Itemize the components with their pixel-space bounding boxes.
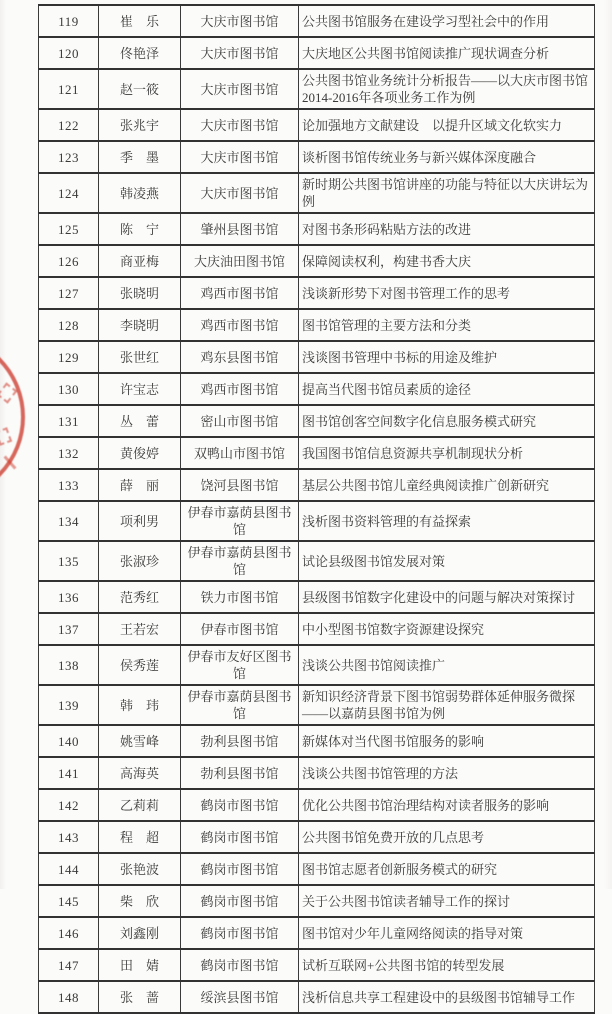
table-row bbox=[39, 613, 595, 645]
library-name-cell: 大庆油田图书馆 bbox=[181, 245, 299, 277]
paper-title-cell: 新知识经济背景下图书馆弱势群体延伸服务微探——以嘉荫县图书馆为例 bbox=[299, 685, 595, 725]
entry-number-cell: 140 bbox=[39, 725, 99, 757]
seal-character-mark-icon bbox=[0, 427, 12, 446]
table-row bbox=[39, 853, 595, 885]
author-name-cell: 姚雪峰 bbox=[99, 725, 181, 757]
author-name-cell: 范秀红 bbox=[99, 581, 181, 613]
entry-number-cell: 127 bbox=[39, 277, 99, 309]
author-name-cell: 许宝志 bbox=[99, 373, 181, 405]
author-name-cell: 张淑珍 bbox=[99, 541, 181, 581]
paper-title-cell: 浅谈新形势下对图书管理工作的思考 bbox=[299, 277, 595, 309]
paper-title-cell: 浅谈公共图书馆阅读推广 bbox=[299, 645, 595, 685]
paper-title-cell: 对图书条形码粘贴方法的改进 bbox=[299, 213, 595, 245]
entry-number-cell: 135 bbox=[39, 541, 99, 581]
paper-title-cell: 图书馆志愿者创新服务模式的研究 bbox=[299, 853, 595, 885]
entry-number-cell: 146 bbox=[39, 917, 99, 949]
table-row bbox=[39, 981, 595, 1013]
library-name-cell: 大庆市图书馆 bbox=[181, 37, 299, 69]
author-name-cell: 韩 玮 bbox=[99, 685, 181, 725]
entry-number-cell: 141 bbox=[39, 757, 99, 789]
library-name-cell: 大庆市图书馆 bbox=[181, 5, 299, 37]
entry-number-cell: 121 bbox=[39, 69, 99, 109]
table-row bbox=[39, 581, 595, 613]
library-name-cell: 鹤岗市图书馆 bbox=[181, 885, 299, 917]
paper-title-cell: 谈析图书馆传统业务与新兴媒体深度融合 bbox=[299, 141, 595, 173]
entry-number-cell: 123 bbox=[39, 141, 99, 173]
author-name-cell: 李晓明 bbox=[99, 309, 181, 341]
table-row bbox=[39, 917, 595, 949]
author-name-cell: 张兆宇 bbox=[99, 109, 181, 141]
library-name-cell: 鸡东县图书馆 bbox=[181, 341, 299, 373]
paper-title-cell: 新媒体对当代图书馆服务的影响 bbox=[299, 725, 595, 757]
entry-number-cell: 144 bbox=[39, 853, 99, 885]
entry-number-cell: 138 bbox=[39, 645, 99, 685]
library-name-cell: 伊春市嘉荫县图书馆 bbox=[181, 501, 299, 541]
library-name-cell: 绥滨县图书馆 bbox=[181, 981, 299, 1013]
entry-number-cell: 130 bbox=[39, 373, 99, 405]
paper-title-cell: 我国图书馆信息资源共享机制现状分析 bbox=[299, 437, 595, 469]
author-name-cell: 田 婧 bbox=[99, 949, 181, 981]
table-row bbox=[39, 245, 595, 277]
paper-title-cell: 试析互联网+公共图书馆的转型发展 bbox=[299, 949, 595, 981]
paper-title-cell: 图书馆创客空间数字化信息服务模式研究 bbox=[299, 405, 595, 437]
library-name-cell: 鸡西市图书馆 bbox=[181, 373, 299, 405]
author-name-cell: 王若宏 bbox=[99, 613, 181, 645]
library-name-cell: 大庆市图书馆 bbox=[181, 109, 299, 141]
library-name-cell: 鹤岗市图书馆 bbox=[181, 789, 299, 821]
table-row bbox=[39, 373, 595, 405]
table-row bbox=[39, 789, 595, 821]
entry-number-cell: 132 bbox=[39, 437, 99, 469]
table-row bbox=[39, 69, 595, 109]
author-name-cell: 崔 乐 bbox=[99, 5, 181, 37]
table-row bbox=[39, 821, 595, 853]
entry-number-cell: 125 bbox=[39, 213, 99, 245]
seal-stroke-icon bbox=[4, 456, 17, 470]
author-name-cell: 商亚梅 bbox=[99, 245, 181, 277]
table-row bbox=[39, 141, 595, 173]
entry-number-cell: 128 bbox=[39, 309, 99, 341]
author-name-cell: 柴 欣 bbox=[99, 885, 181, 917]
author-name-cell: 黄俊婷 bbox=[99, 437, 181, 469]
table-row bbox=[39, 341, 595, 373]
author-name-cell: 张世红 bbox=[99, 341, 181, 373]
paper-title-cell: 大庆地区公共图书馆阅读推广现状调查分析 bbox=[299, 37, 595, 69]
author-name-cell: 程 超 bbox=[99, 821, 181, 853]
library-name-cell: 鹤岗市图书馆 bbox=[181, 949, 299, 981]
entry-number-cell: 131 bbox=[39, 405, 99, 437]
entry-number-cell: 129 bbox=[39, 341, 99, 373]
author-name-cell: 项利男 bbox=[99, 501, 181, 541]
library-name-cell: 伊春市图书馆 bbox=[181, 613, 299, 645]
seal-character-mark-icon bbox=[0, 382, 17, 403]
library-name-cell: 勃利县图书馆 bbox=[181, 757, 299, 789]
paper-title-cell: 浅谈图书管理中书标的用途及维护 bbox=[299, 341, 595, 373]
author-name-cell: 张晓明 bbox=[99, 277, 181, 309]
table-row bbox=[39, 37, 595, 69]
library-name-cell: 大庆市图书馆 bbox=[181, 173, 299, 213]
library-name-cell: 鸡西市图书馆 bbox=[181, 277, 299, 309]
library-name-cell: 伊春市嘉荫县图书馆 bbox=[181, 685, 299, 725]
entry-number-cell: 142 bbox=[39, 789, 99, 821]
table-row bbox=[39, 213, 595, 245]
paper-title-cell: 提高当代图书馆员素质的途径 bbox=[299, 373, 595, 405]
table-row bbox=[39, 501, 595, 541]
library-name-cell: 鸡西市图书馆 bbox=[181, 309, 299, 341]
entry-number-cell: 148 bbox=[39, 981, 99, 1013]
entry-number-cell: 120 bbox=[39, 37, 99, 69]
author-name-cell: 乙莉莉 bbox=[99, 789, 181, 821]
table-row bbox=[39, 437, 595, 469]
paper-title-cell: 新时期公共图书馆讲座的功能与特征以大庆讲坛为例 bbox=[299, 173, 595, 213]
entry-number-cell: 134 bbox=[39, 501, 99, 541]
table-row bbox=[39, 949, 595, 981]
paper-title-cell: 公共图书馆免费开放的几点思考 bbox=[299, 821, 595, 853]
entry-number-cell: 119 bbox=[39, 5, 99, 37]
author-name-cell: 薛 丽 bbox=[99, 469, 181, 501]
paper-title-cell: 优化公共图书馆治理结构对读者服务的影响 bbox=[299, 789, 595, 821]
award-table bbox=[38, 4, 595, 1014]
table-row bbox=[39, 309, 595, 341]
paper-title-cell: 图书馆管理的主要方法和分类 bbox=[299, 309, 595, 341]
author-name-cell: 刘鑫刚 bbox=[99, 917, 181, 949]
entry-number-cell: 136 bbox=[39, 581, 99, 613]
paper-title-cell: 公共图书馆服务在建设学习型社会中的作用 bbox=[299, 5, 595, 37]
paper-title-cell: 公共图书馆业务统计分析报告——以大庆市图书馆2014-2016年各项业务工作为例 bbox=[299, 69, 595, 109]
library-name-cell: 鹤岗市图书馆 bbox=[181, 821, 299, 853]
paper-title-cell: 关于公共图书馆读者辅导工作的探讨 bbox=[299, 885, 595, 917]
paper-title-cell: 试论县级图书馆发展对策 bbox=[299, 541, 595, 581]
table-row bbox=[39, 885, 595, 917]
author-name-cell: 佟艳泽 bbox=[99, 37, 181, 69]
author-name-cell: 丛 蕾 bbox=[99, 405, 181, 437]
author-name-cell: 陈 宁 bbox=[99, 213, 181, 245]
library-name-cell: 肇州县图书馆 bbox=[181, 213, 299, 245]
paper-title-cell: 浅析信息共享工程建设中的县级图书馆辅导工作 bbox=[299, 981, 595, 1013]
entry-number-cell: 124 bbox=[39, 173, 99, 213]
author-name-cell: 高海英 bbox=[99, 757, 181, 789]
table-row bbox=[39, 685, 595, 725]
table-row bbox=[39, 541, 595, 581]
library-name-cell: 大庆市图书馆 bbox=[181, 69, 299, 109]
library-name-cell: 鹤岗市图书馆 bbox=[181, 853, 299, 885]
library-name-cell: 密山市图书馆 bbox=[181, 405, 299, 437]
library-name-cell: 大庆市图书馆 bbox=[181, 141, 299, 173]
table-row bbox=[39, 757, 595, 789]
paper-title-cell: 保障阅读权利，构建书香大庆 bbox=[299, 245, 595, 277]
red-seal-stamp bbox=[0, 333, 40, 503]
entry-number-cell: 139 bbox=[39, 685, 99, 725]
author-name-cell: 韩凌燕 bbox=[99, 173, 181, 213]
paper-title-cell: 基层公共图书馆儿童经典阅读推广创新研究 bbox=[299, 469, 595, 501]
table-row bbox=[39, 725, 595, 757]
entry-number-cell: 126 bbox=[39, 245, 99, 277]
entry-number-cell: 143 bbox=[39, 821, 99, 853]
library-name-cell: 铁力市图书馆 bbox=[181, 581, 299, 613]
entry-number-cell: 145 bbox=[39, 885, 99, 917]
author-name-cell: 季 墨 bbox=[99, 141, 181, 173]
entries-body bbox=[39, 5, 595, 1013]
paper-title-cell: 县级图书馆数字化建设中的问题与解决对策探讨 bbox=[299, 581, 595, 613]
table-row bbox=[39, 645, 595, 685]
paper-title-cell: 论加强地方文献建设 以提升区域文化软实力 bbox=[299, 109, 595, 141]
author-name-cell: 张 蔷 bbox=[99, 981, 181, 1013]
library-name-cell: 饶河县图书馆 bbox=[181, 469, 299, 501]
entry-number-cell: 147 bbox=[39, 949, 99, 981]
author-name-cell: 张艳波 bbox=[99, 853, 181, 885]
paper-title-cell: 中小型图书馆数字资源建设探究 bbox=[299, 613, 595, 645]
paper-title-cell: 浅析图书资料管理的有益探索 bbox=[299, 501, 595, 541]
table-row bbox=[39, 173, 595, 213]
seal-arc-icon bbox=[0, 333, 25, 501]
table-row bbox=[39, 5, 595, 37]
author-name-cell: 赵一筱 bbox=[99, 69, 181, 109]
table-row bbox=[39, 109, 595, 141]
entry-number-cell: 137 bbox=[39, 613, 99, 645]
library-name-cell: 伊春市友好区图书馆 bbox=[181, 645, 299, 685]
table-row bbox=[39, 277, 595, 309]
paper-title-cell: 浅谈公共图书馆管理的方法 bbox=[299, 757, 595, 789]
author-name-cell: 侯秀莲 bbox=[99, 645, 181, 685]
library-name-cell: 双鸭山市图书馆 bbox=[181, 437, 299, 469]
library-name-cell: 勃利县图书馆 bbox=[181, 725, 299, 757]
entry-number-cell: 133 bbox=[39, 469, 99, 501]
table-row bbox=[39, 469, 595, 501]
table-row bbox=[39, 405, 595, 437]
entry-number-cell: 122 bbox=[39, 109, 99, 141]
library-name-cell: 伊春市嘉荫县图书馆 bbox=[181, 541, 299, 581]
library-name-cell: 鹤岗市图书馆 bbox=[181, 917, 299, 949]
paper-title-cell: 图书馆对少年儿童网络阅读的指导对策 bbox=[299, 917, 595, 949]
